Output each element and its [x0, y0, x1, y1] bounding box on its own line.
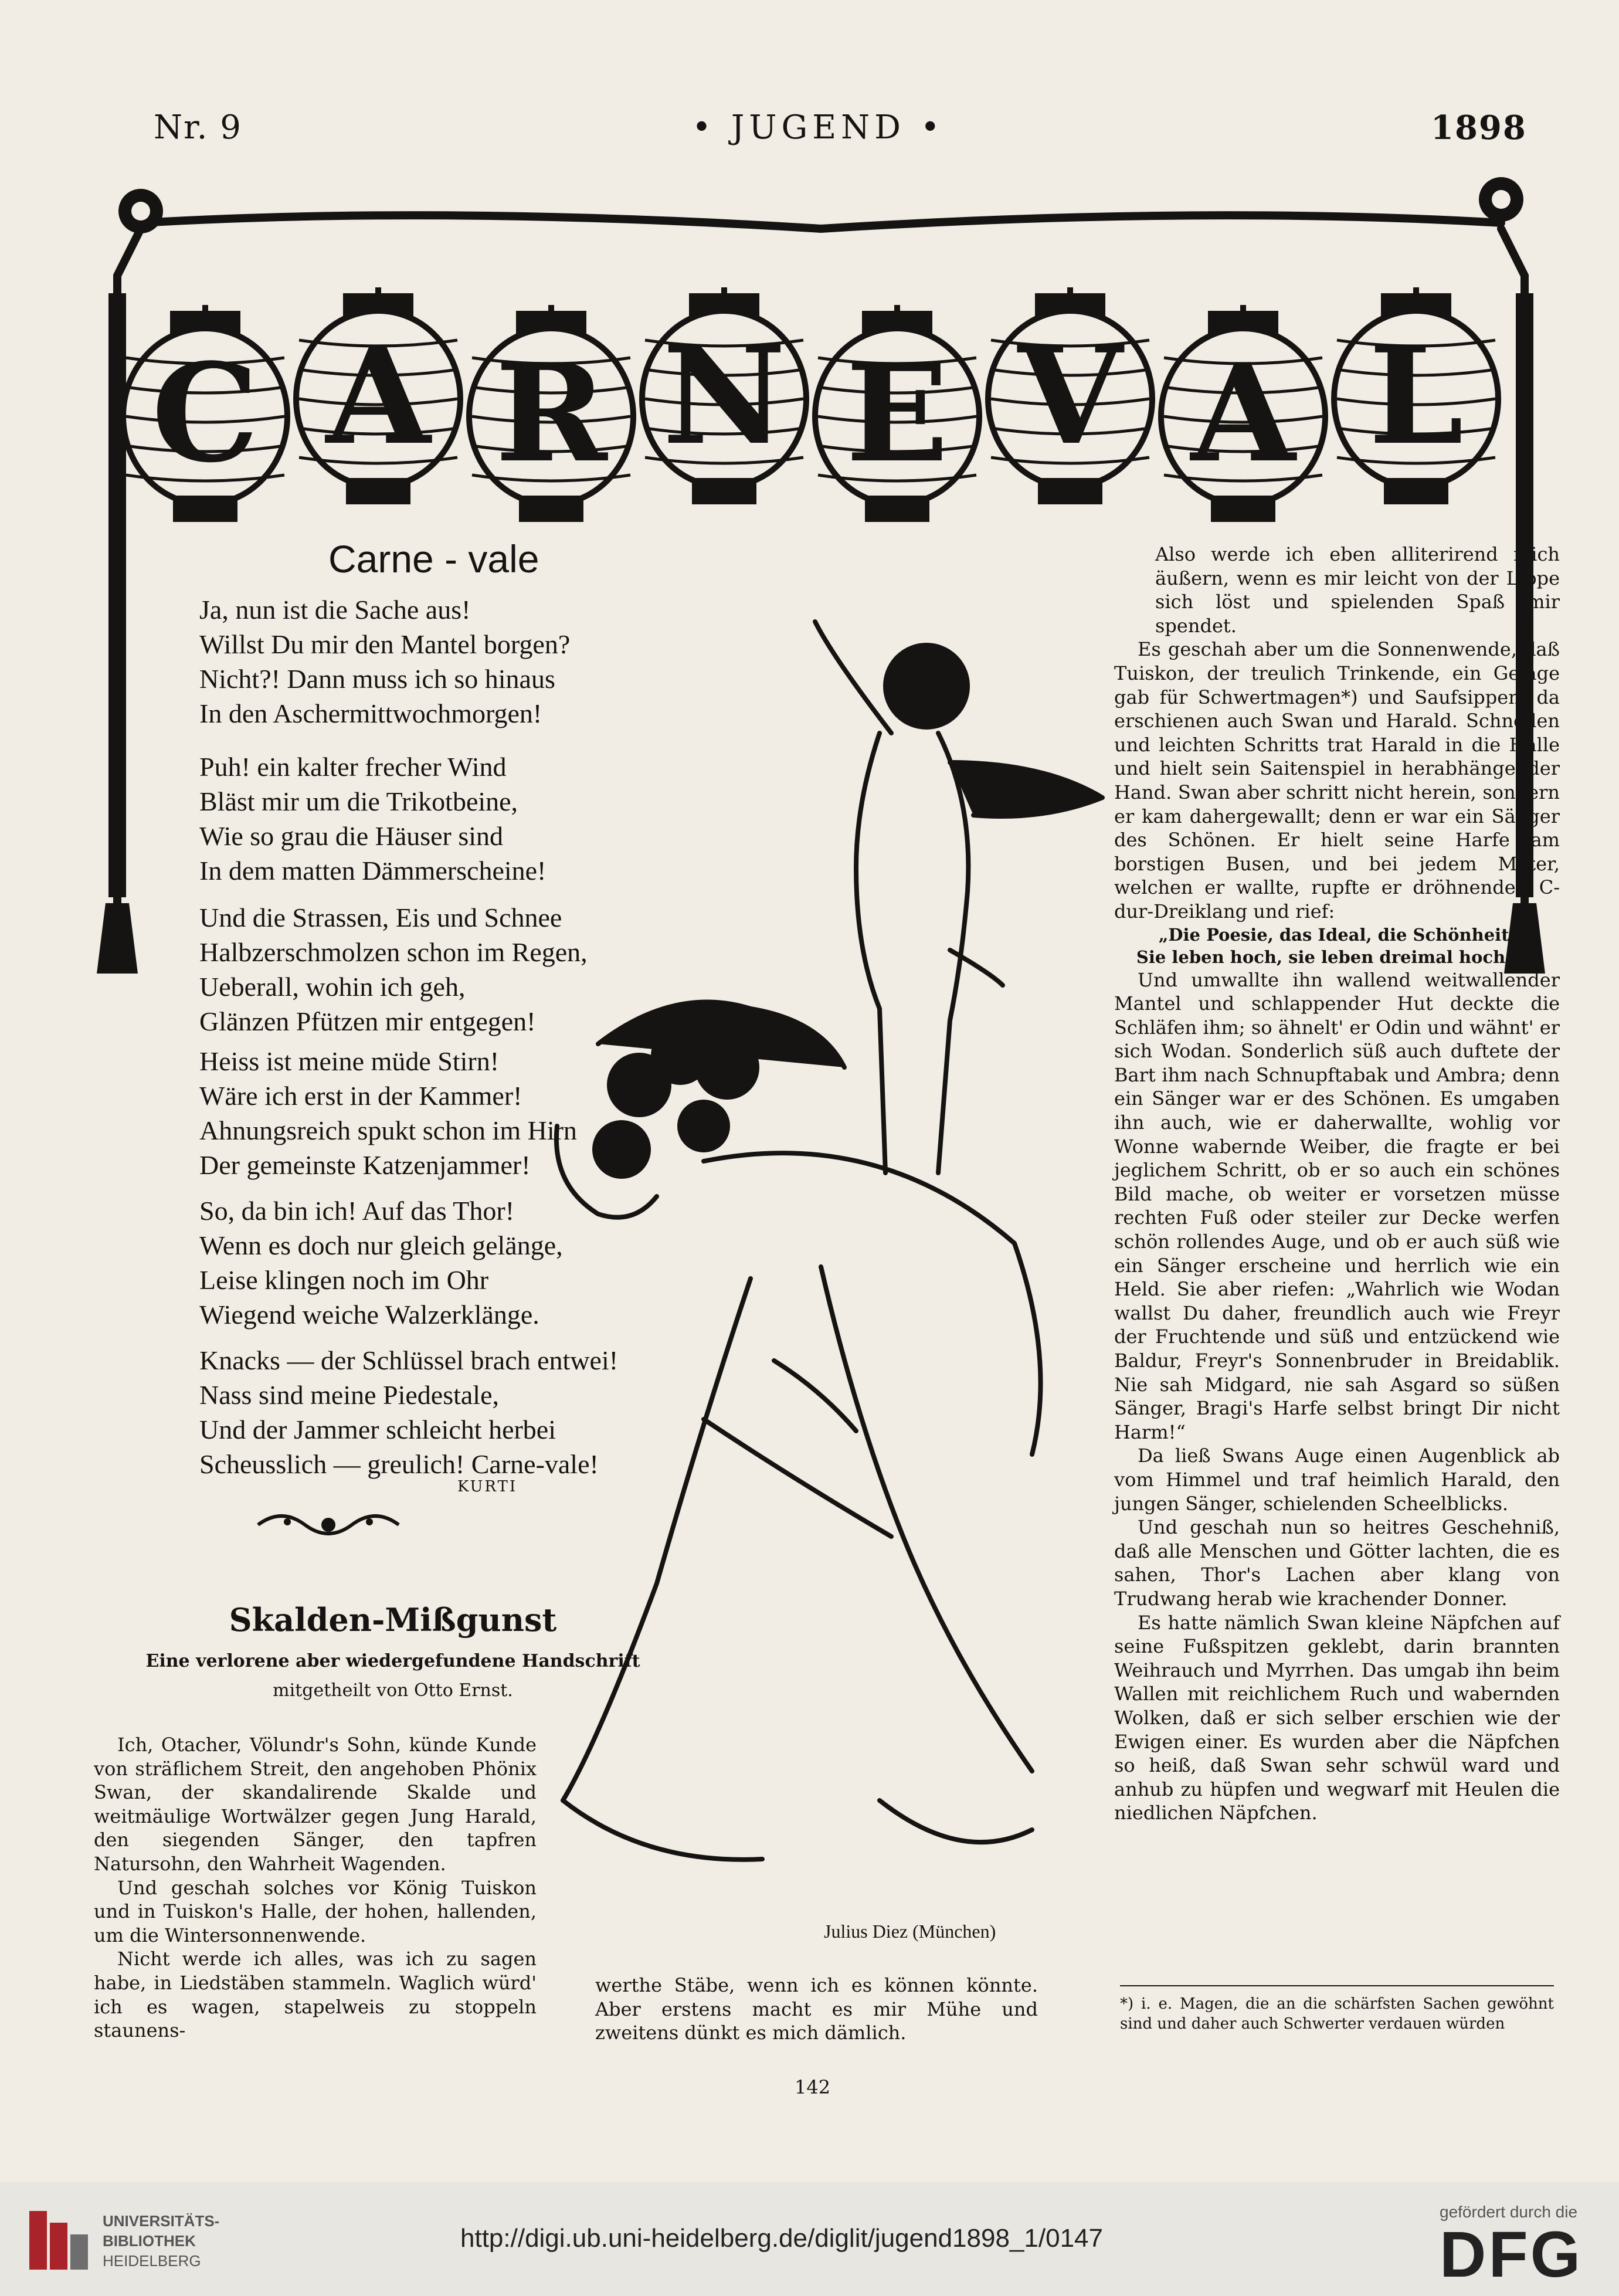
poem-line: Wäre ich erst in der Kammer! [199, 1081, 522, 1111]
poem-line: Ueberall, wohin ich geh, [199, 972, 466, 1002]
poem-line: Heiss ist meine müde Stirn! [199, 1046, 500, 1076]
permalink[interactable]: http://digi.ub.uni-heidelberg.de/diglit/jugend1898_1/0147 [460, 2224, 1103, 2253]
story-title: Skalden-Mißgunst [229, 1601, 557, 1639]
illustration [528, 540, 1114, 1929]
banner-letter: A [325, 317, 431, 475]
lantern-base [1214, 498, 1272, 519]
poem-line: Und die Strassen, Eis und Schnee [199, 903, 562, 932]
poem-line: Puh! ein kalter frecher Wind [199, 752, 507, 782]
poem-line: In den Aschermittwochmorgen! [199, 698, 542, 728]
quote-line: „Die Poesie, das Ideal, die Schönheit: [1158, 924, 1516, 945]
funded-by-label: gefördert durch die [1440, 2203, 1578, 2221]
poem-line: Der gemeinste Katzenjammer! [199, 1150, 531, 1180]
paragraph: Und geschah solches vor König Tuiskon und in Tuiskon's Halle, der hohen, hallenden, um die Wintersonnenwende. [94, 1876, 537, 1946]
poem-line: Willst Du mir den Mantel borgen? [199, 629, 571, 659]
garland [141, 215, 1501, 229]
lantern-base [1041, 481, 1099, 501]
issue-number: Nr. 9 [154, 108, 242, 147]
poem-title: Carne - vale [328, 537, 539, 581]
quote-line: Sie leben hoch, sie leben dreimal hoch!!!“ [1136, 947, 1538, 967]
poem-line: Ja, nun ist die Sache aus! [199, 595, 471, 625]
poem-line: Leise klingen noch im Ohr [199, 1265, 489, 1295]
ornament-divider [252, 1504, 405, 1545]
lantern-base [176, 498, 235, 519]
banner-letter: C [151, 334, 259, 493]
poem-line: Wie so grau die Häuser sind [199, 821, 504, 851]
lantern-base [522, 498, 581, 519]
story-right-column [1114, 542, 1560, 1825]
story-left-column [94, 1733, 537, 2043]
poem-line: Halbzerschmolzen schon im Regen, [199, 937, 588, 967]
lantern-base [1387, 481, 1445, 501]
paragraph: Und umwallte ihn wallend weitwallender Mantel und schlappender Hut deckte die Schläfen ihm; so ähnelt' er Odin und wähnt' er sich Wodan. Sonderlich süß auch duftete der Bart ihm nach Schnupftabak und Ambra; denn ein Sänger war er des Schönen. Es umgaben ihn auch, wie er daherwallte, wohlig vor Wonne wabernde Weiber, die fragte er bei jeglichem Schritt, ob er so auch ein schönes Bild mache, ob weiter er vorsetzen müsse rechten Fuß oder steiler zur Decke werfen schön rollendes Auge, und ob er auch süß wie ein Sänger erscheine und herrlich wie ein Held. Sie aber riefen: „Wahrlich wie Wodan wallst Du daher, freundlich auch wie Freyr der Fruchtende und süß und entzückend wie Baldur, Freyr's Sonnenbruder in Breidablik. Nie sah Midgard, nie sah Asgard so süßen Sänger, Bragi's Harfe selbst bringt Dir nicht Harm!“ [1114, 968, 1560, 1443]
footnote-rule [1120, 1985, 1554, 1986]
paragraph: Also werde ich eben alliterirend mich äußern, wenn es mir leicht von der Lippe sich löst und spielenden Spaß mir spendet. [1155, 543, 1560, 637]
paragraph: Es hatte nämlich Swan kleine Näpfchen auf seine Fußspitzen geklebt, darin brannten Weihrauch und Myrrhen. Das umgab ihn beim Wallen mit reichlichem Ruch und wabernden Wolken, daß er sich selber erschien wie der Ewigen einer. Es wurden aber die Näpfchen so heiß, daß Swan sehr schwül ward und anhub zu hüpfen und wegwarf mit Heulen die niedlichen Näpfchen. [1114, 1611, 1560, 1824]
paragraph: Da ließ Swans Auge einen Augenblick ab vom Himmel und traf heimlich Harald, den jungen Sänger, schielenden Scheelblicks. [1114, 1444, 1560, 1515]
library-name-3: HEIDELBERG [103, 2252, 201, 2270]
banner-letter: L [1369, 317, 1464, 475]
journal-title: • JUGEND • [692, 108, 945, 147]
poem-line: Knacks — der Schlüssel brach entwei! [199, 1345, 619, 1375]
poem-line: Ahnungsreich spukt schon im Hirn [199, 1115, 577, 1145]
story-byline: mitgetheilt von Otto Ernst. [273, 1680, 513, 1701]
poem-line: Und der Jammer schleicht herbei [199, 1415, 556, 1444]
poem-line: Scheusslich — greulich! Carne-vale! [199, 1449, 599, 1479]
poem-line: Glänzen Pfützen mir entgegen! [199, 1006, 536, 1036]
lantern-base [349, 481, 408, 501]
poem-line: Nicht?! Dann muss ich so hinaus [199, 664, 555, 694]
paragraph: Es geschah aber um die Sonnenwende, daß Tuiskon, der treulich Trinkende, ein Gelage gab für Schwertmagen*) und Saufsippen, da erschienen auch Swan und Harald. Schnellen und leichten Schritts trat Harald in die Halle und hielt sein Saitenspiel in herabhängender Hand. Swan aber schritt nicht herein, sondern er kam dahergewallt; denn er war ein Sänger des Schönen. Er hielt seine Harfe am borstigen Busen, und bei jedem Meter, welchen er wallte, rupfte er dröhnenden C-dur-Dreiklang und rief: [1114, 638, 1560, 923]
library-name-2: BIBLIOTHEK [103, 2232, 196, 2250]
tassel-left [97, 903, 138, 974]
footer-bar [0, 2182, 1619, 2296]
paragraph: werthe Stäbe, wenn ich es können könnte. Aber erstens macht es mir Mühe und zweitens dünkt es mich dämlich. [595, 1974, 1038, 2044]
paragraph: Und geschah nun so heitres Geschehniß, daß alle Menschen und Götter lachten, die es sahen, Thor's Lachen aber klang von Trudwang herab wie krachender Donner. [1114, 1516, 1560, 1610]
banner-letter: E [846, 334, 949, 493]
year: 1898 [1431, 108, 1527, 147]
paragraph: Ich, Otacher, Völundr's Sohn, künde Kunde von sträflichem Streit, den angehoben Phönix Swan, der skandalirende Skalde und weitmäulige Wortwälzer gegen Jung Harald, den siegenden Sänger, den tapfren Natursohn, den Wahrheit Wagenden. [94, 1734, 537, 1875]
poem-line: Nass sind meine Piedestale, [199, 1380, 500, 1410]
banner-letter: V [1017, 317, 1123, 475]
story-subtitle: Eine verlorene aber wiedergefundene Handschrift [145, 1651, 640, 1671]
paragraph: Nicht werde ich alles, was ich zu sagen habe, in Liedstäben stammeln. Waglich würd' ich es wagen, stapelweis zu stoppeln staunens- [94, 1948, 537, 2042]
lantern-base [868, 498, 926, 519]
page-number: 142 [795, 2076, 831, 2098]
poem-line: Wenn es doch nur gleich gelänge, [199, 1230, 563, 1260]
poem-line: In dem matten Dämmerscheine! [199, 856, 547, 886]
library-logo-icon [23, 2205, 94, 2275]
dfg-logo: DFG [1440, 2219, 1583, 2291]
poem-line: So, da bin ich! Auf das Thor! [199, 1196, 515, 1226]
banner-letter: A [1190, 334, 1296, 493]
story-mid-column [595, 1973, 1038, 2045]
banner-letter: R [495, 334, 607, 493]
poem-author: KURTI [457, 1478, 518, 1495]
lantern-base [695, 481, 754, 501]
illustration-credit: Julius Diez (München) [824, 1921, 996, 1942]
poem-line: Wiegend weiche Walzerklänge. [199, 1300, 539, 1330]
footnote: *) i. e. Magen, die an die schärfsten Sachen gewöhnt sind und daher auch Schwerter verdauen würden [1120, 1995, 1554, 2033]
library-name-1: UNIVERSITÄTS- [103, 2212, 220, 2230]
banner-letter: N [662, 317, 786, 475]
poem-line: Bläst mir um die Trikotbeine, [199, 786, 518, 816]
